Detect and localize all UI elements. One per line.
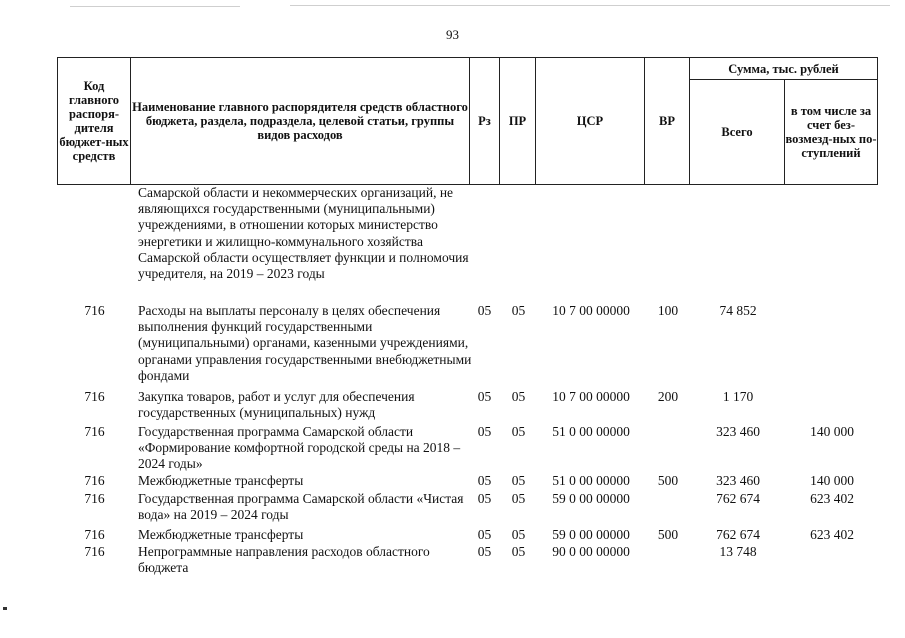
row-1-name: Расходы на выплаты персоналу в целях обеспечения выполнения функций государственными (муниципальными) органами, казенными учреждениями, органами управления государственными внебюджетными фондами xyxy=(138,303,472,383)
row-1-kod: 716 xyxy=(84,303,105,318)
row-6-rz: 05 xyxy=(477,527,492,542)
header-pr: ПР xyxy=(500,58,536,185)
row-6-pr: 05 xyxy=(511,527,526,542)
row-1-pr: 05 xyxy=(511,303,526,318)
row-4-rz: 05 xyxy=(477,473,492,488)
row-7-total: 13 748 xyxy=(719,544,757,559)
row-3-incl: 140 000 xyxy=(810,424,854,439)
row-5-total: 762 674 xyxy=(716,491,760,506)
row-3-kod: 716 xyxy=(84,424,105,439)
row-4-kod: 716 xyxy=(84,473,105,488)
header-incl: в том числе за счет без-возмезд-ных по-ступлений xyxy=(785,80,878,185)
row-5-csr: 59 0 00 00000 xyxy=(552,491,630,506)
row-1-vr: 100 xyxy=(657,303,679,318)
row-0-name: Самарской области и некоммерческих организаций, не являющихся государственными (муниципальными) учреждениями, в отношении которых министерство энергетики и жилищно-коммунального хозяйства Самарской области осуществляет функции и полномочия учредителя, на 2019 – 2023 годы xyxy=(138,185,469,282)
header-rz: Рз xyxy=(470,58,500,185)
row-3-total: 323 460 xyxy=(716,424,760,439)
row-6-name: Межбюджетные трансферты xyxy=(138,527,304,542)
header-total: Всего xyxy=(690,80,785,185)
row-7-csr: 90 0 00 00000 xyxy=(552,544,630,559)
row-4-csr: 51 0 00 00000 xyxy=(552,473,630,488)
row-7-rz: 05 xyxy=(477,544,492,559)
row-2-csr: 10 7 00 00000 xyxy=(552,389,630,404)
scan-line-top xyxy=(70,6,240,7)
row-4-vr: 500 xyxy=(657,473,679,488)
row-1-rz: 05 xyxy=(477,303,492,318)
row-5-pr: 05 xyxy=(511,491,526,506)
row-7-pr: 05 xyxy=(511,544,526,559)
row-6-kod: 716 xyxy=(84,527,105,542)
row-3-name: Государственная программа Самарской области «Формирование комфортной городской среды на 2018 – 2024 годы» xyxy=(138,424,461,472)
page-number: 93 xyxy=(446,27,459,42)
scan-mark xyxy=(3,607,7,610)
scan-line-top-right xyxy=(290,5,890,6)
header-name: Наименование главного распорядителя средств областного бюджета, раздела, подраздела, целевой статьи, группы видов расходов xyxy=(131,58,470,185)
row-4-incl: 140 000 xyxy=(810,473,854,488)
row-5-rz: 05 xyxy=(477,491,492,506)
row-5-kod: 716 xyxy=(84,491,105,506)
row-2-vr: 200 xyxy=(657,389,679,404)
row-2-name: Закупка товаров, работ и услуг для обеспечения государственных (муниципальных) нужд xyxy=(138,389,415,421)
row-2-rz: 05 xyxy=(477,389,492,404)
row-2-pr: 05 xyxy=(511,389,526,404)
row-3-csr: 51 0 00 00000 xyxy=(552,424,630,439)
row-4-total: 323 460 xyxy=(716,473,760,488)
row-2-total: 1 170 xyxy=(722,389,754,404)
row-6-incl: 623 402 xyxy=(810,527,854,542)
row-1-csr: 10 7 00 00000 xyxy=(552,303,630,318)
row-3-pr: 05 xyxy=(511,424,526,439)
header-sum: Сумма, тыс. рублей xyxy=(690,58,878,80)
row-1-total: 74 852 xyxy=(719,303,757,318)
row-6-vr: 500 xyxy=(657,527,679,542)
row-5-incl: 623 402 xyxy=(810,491,854,506)
header-kod: Код главного распоря-дителя бюджет-ных средств xyxy=(58,58,131,185)
row-6-csr: 59 0 00 00000 xyxy=(552,527,630,542)
row-6-total: 762 674 xyxy=(716,527,760,542)
table-header xyxy=(57,57,878,185)
row-7-kod: 716 xyxy=(84,544,105,559)
header-csr: ЦСР xyxy=(536,58,645,185)
row-7-name: Непрограммные направления расходов областного бюджета xyxy=(138,544,430,576)
row-4-pr: 05 xyxy=(511,473,526,488)
row-5-name: Государственная программа Самарской области «Чистая вода» на 2019 – 2024 годы xyxy=(138,491,464,523)
header-vr: ВР xyxy=(645,58,690,185)
row-3-rz: 05 xyxy=(477,424,492,439)
row-4-name: Межбюджетные трансферты xyxy=(138,473,304,488)
row-2-kod: 716 xyxy=(84,389,105,404)
